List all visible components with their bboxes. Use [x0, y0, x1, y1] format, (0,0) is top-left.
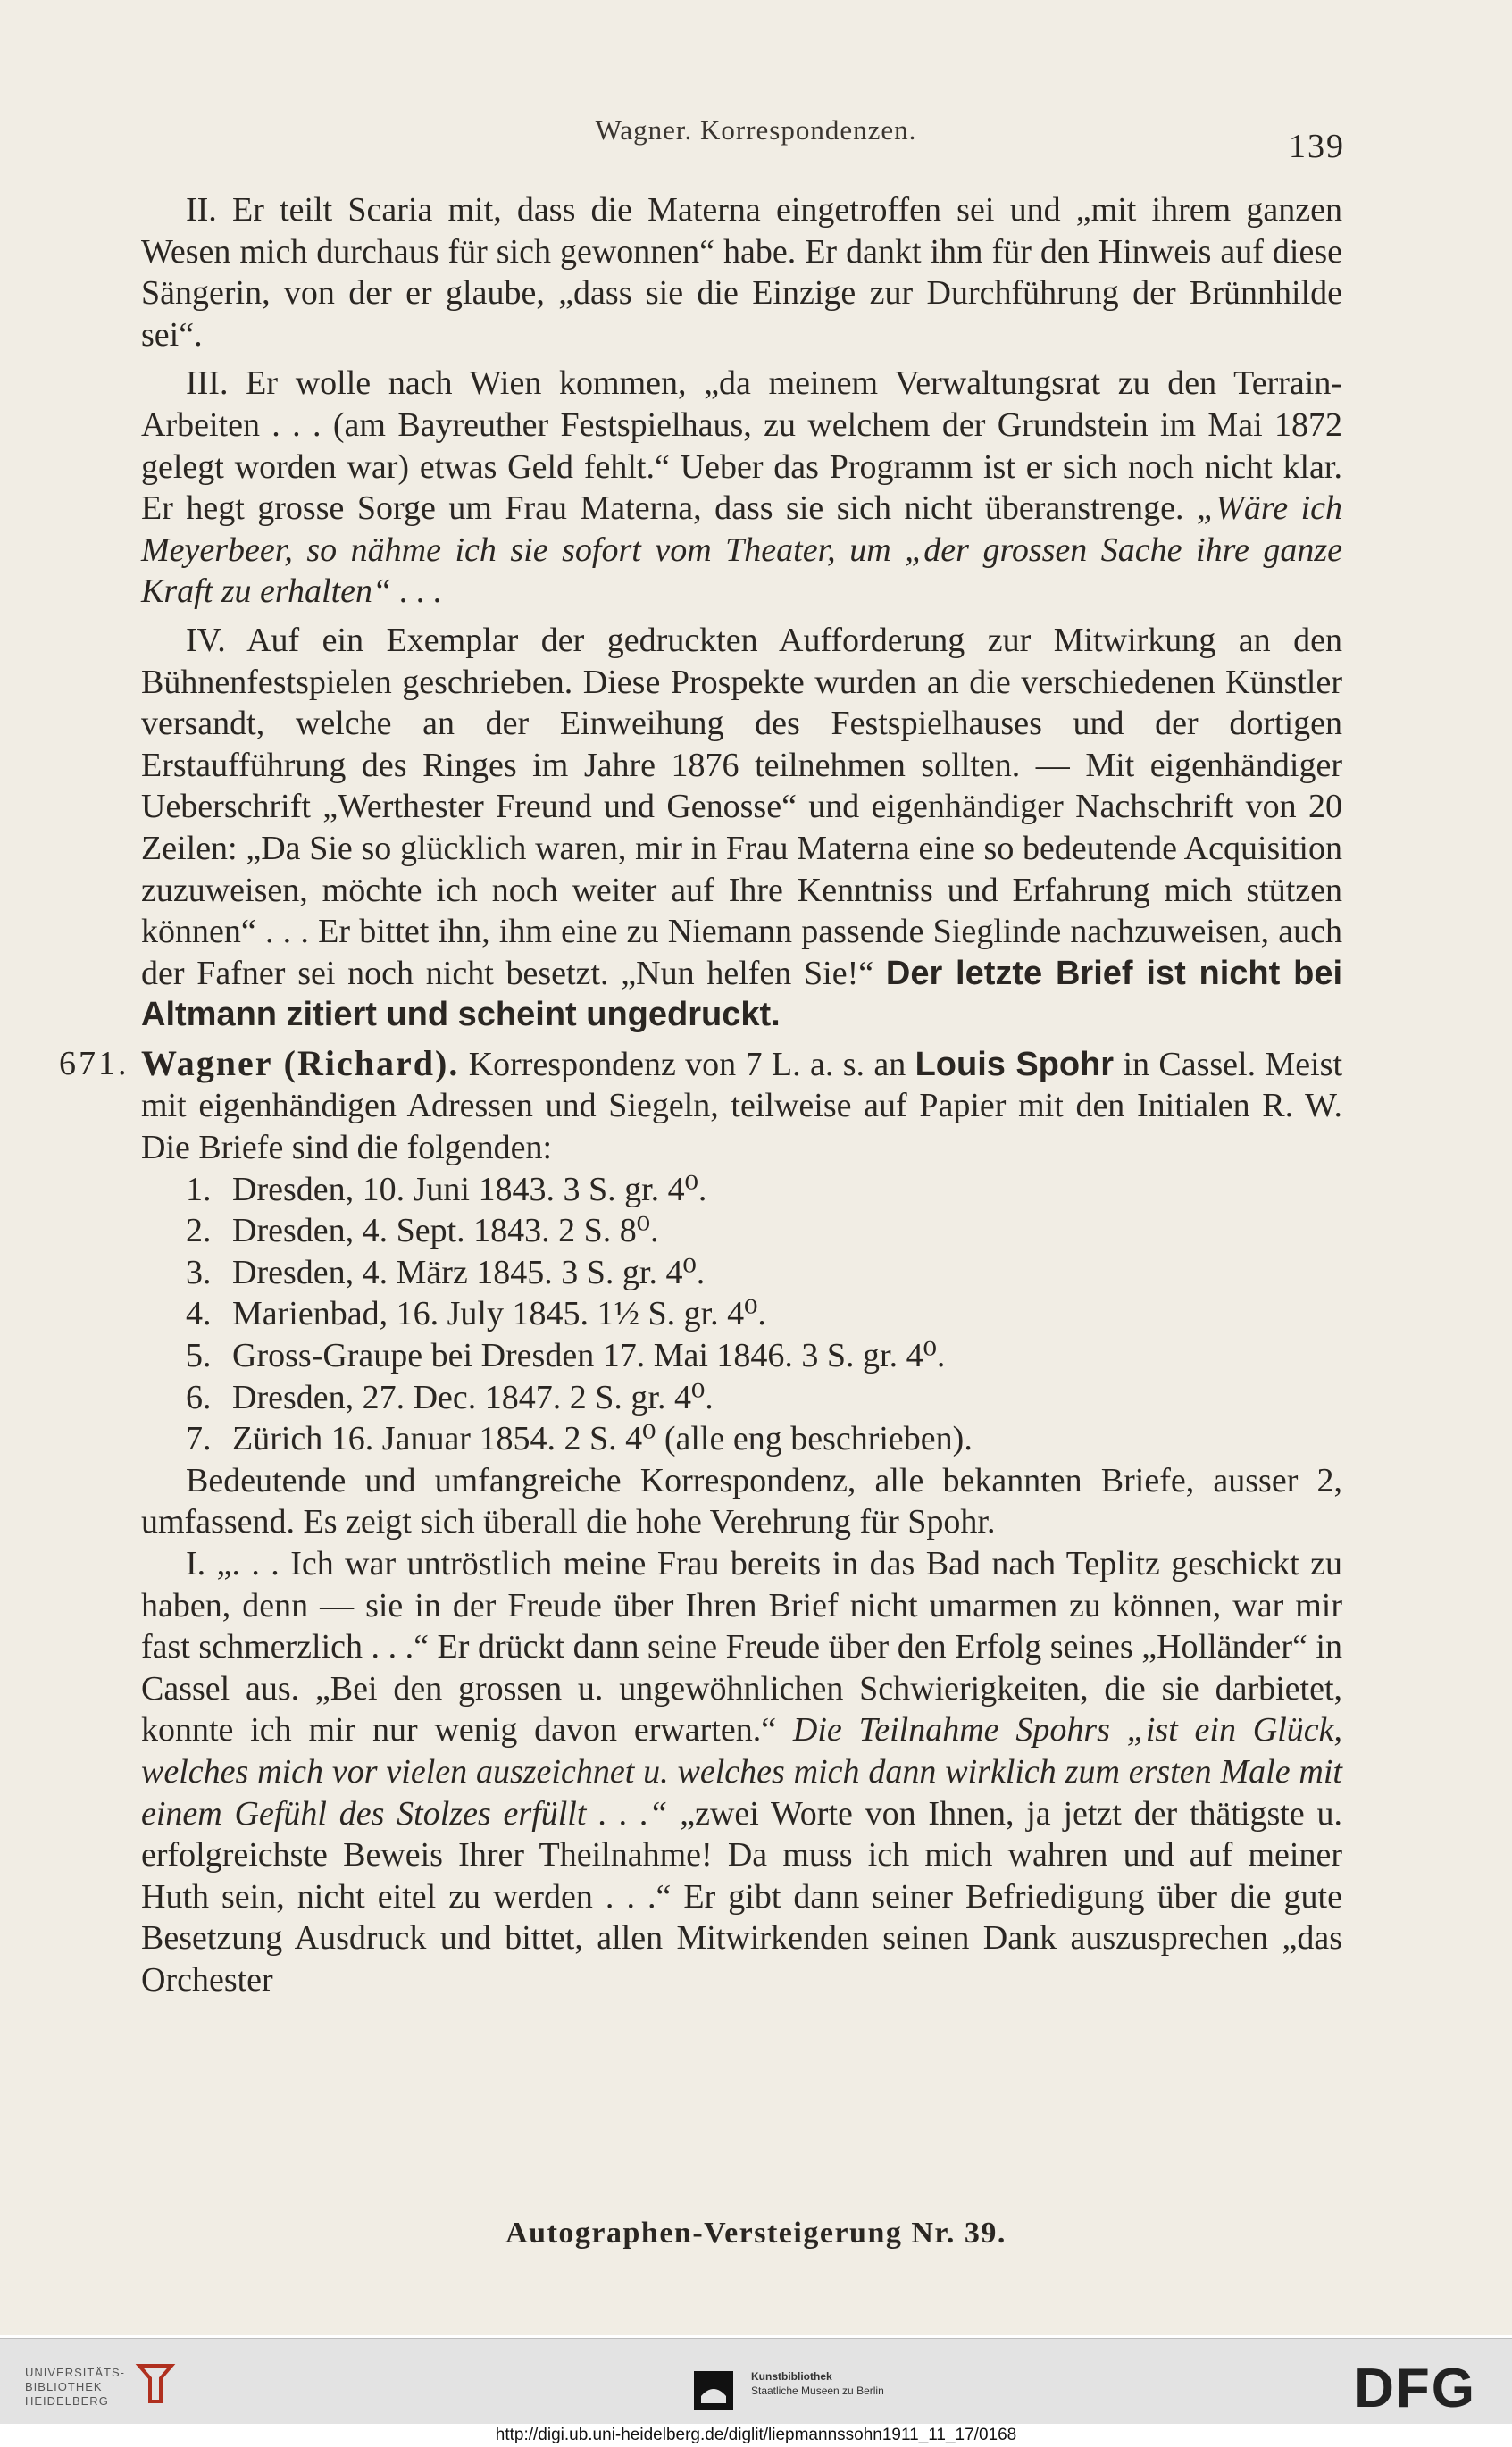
- section-ii: II. Er teilt Scaria mit, dass die Materna eingetroffen sei und „mit ihrem ganzen Wesen mich durchaus für sich gewonnen“ habe. Er dankt ihm für den Hinweis auf diese Sängerin, von der er glaube, „dass sie die Einzige zur Durchführung der Brünnhilde sei“.: [141, 191, 1342, 354]
- lot-671-header: [59, 1042, 1342, 1169]
- letter-i-text-a: I. „. . . Ich war untröstlich meine Frau bereits in das Bad nach Teplitz geschickt zu haben, denn — sie in der Freude über Ihren Brief nicht umarmen zu können, war mir fast schmerzlich . . .“ Er drückt dann seine Freude über den Erfolg seines „Holländer“ in Cassel aus. „Bei den grossen u. ungewöhnlichen Schwierigkeiten, die sie darbietet, konnte ich mir nur wenig davon erwarten.“: [141, 1545, 1342, 1750]
- section-iv-note: Der letzte Brief ist nicht bei Altmann zitiert und scheint ungedruckt.: [141, 954, 1343, 1034]
- running-head: Wagner. Korrespondenzen.: [595, 114, 917, 146]
- source-url[interactable]: http://digi.ub.uni-heidelberg.de/diglit/liepmannssohn1911_11_17/0168: [0, 2424, 1512, 2447]
- list-item: 4. Marienbad, 16. July 1845. 1½ S. gr. 4⁰.: [186, 1295, 766, 1333]
- body-text: [59, 189, 1343, 2001]
- lot-description-a: Korrespondenz von 7 L. a. s. an: [468, 1045, 906, 1083]
- page-header: [0, 114, 1512, 165]
- list-item: 6. Dresden, 27. Dec. 1847. 2 S. gr. 4⁰.: [186, 1378, 714, 1416]
- lot-summary: Bedeutende und umfangreiche Korrespondenz, alle bekannten Briefe, ausser 2, umfassend. Es zeigt sich überall die hohe Verehrung für Spohr.: [141, 1461, 1342, 1541]
- lot-title: Wagner (Richard).: [141, 1042, 460, 1083]
- list-item: 3. Dresden, 4. März 1845. 3 S. gr. 4⁰.: [186, 1253, 706, 1291]
- university-library-logo[interactable]: UNIVERSITÄTS- BIBLIOTHEK HEIDELBERG: [25, 2366, 125, 2408]
- catalog-footer: Autographen-Versteigerung Nr. 39.: [505, 2217, 1007, 2250]
- letter-i: [141, 1543, 1342, 2001]
- lot-number: 671.: [59, 1044, 129, 1082]
- letter-i-text-b: „zwei Worte von Ihnen, ja jetzt der thätigste u. erfolgreichste Beweis Ihrer Theilnahme! Da muss ich mich wahren und auf meiner Huth sein, nicht eitel zu werden . . .“ Er gibt dann seiner Befriedigung über die gute Besetzung Ausdruck und bittet, allen Mitwirkenden seinen Dank auszusprechen „das Orchester: [141, 1794, 1343, 1999]
- page-number: 139: [1289, 128, 1345, 165]
- credit-bar: [0, 2338, 1512, 2425]
- dfg-logo[interactable]: DFG: [1354, 2358, 1476, 2419]
- list-item: 7. Zürich 16. Januar 1854. 2 S. 4⁰ (alle eng beschrieben).: [186, 1420, 973, 1458]
- section-iii-quote: „Wäre ich Meyerbeer, so nähme ich sie sofort vom Theater, um „der grossen Sache ihre ganze Kraft zu erhalten“ . . .: [141, 489, 1342, 611]
- section-iv: [141, 620, 1342, 1036]
- section-iv-text: IV. Auf ein Exemplar der gedruckten Aufforderung zur Mitwirkung an den Bühnenfestspielen geschrieben. Diese Prospekte wurden an die verschiedenen Künstler versandt, welche an der Einweihung des Festspielhauses und der dortigen Erstaufführung des Ringes im Jahre 1876 teilnehmen sollten. — Mit eigenhändiger Ueberschrift „Werthester Freund und Genosse“ und eigenhändiger Nachschrift von 20 Zeilen: „Da Sie so glücklich waren, mir in Frau Materna eine so bedeutende Acquisition zuzuweisen, möchte ich noch weiter auf Ihre Kenntniss und Erfahrung mich stützen können“ . . . Er bittet ihn, ihm eine zu Niemann passende Sieglinde nachzuweisen, auch der Fafner sei noch nicht besetzt. „Nun helfen Sie!“: [141, 621, 1342, 992]
- list-item: 2. Dresden, 4. Sept. 1843. 2 S. 8⁰.: [186, 1212, 659, 1250]
- letter-i-quote: Die Teilnahme Spohrs „ist ein Glück, welches mich vor vielen auszeichnet u. welches mich dann wirklich zum ersten Male mit einem Gefühl des Stolzes erfüllt . . .“: [141, 1711, 1343, 1833]
- museum-name: Kunstbibliothek: [751, 2370, 832, 2383]
- letter-list: [141, 1169, 1342, 1460]
- section-iii-text: III. Er wolle nach Wien kommen, „da meinem Verwaltungsrat zu den Terrain-Arbeiten . . . (am Bayreuther Festspielhaus, zu welchem der Grundstein im Mai 1872 gelegt worden war) etwas Geld fehlt.“ Ueber das Programm ist er sich noch nicht klar. Er hegt grosse Sorge um Frau Materna, dass sie sich nicht überanstrenge.: [141, 364, 1342, 528]
- kunstbibliothek-icon: [692, 2369, 735, 2412]
- museum-subtitle: Staatliche Museen zu Berlin: [751, 2384, 884, 2397]
- university-seal-icon: [134, 2360, 177, 2405]
- lot-description-b: in Cassel. Meist mit eigenhändigen Adressen und Siegeln, teilweise auf Papier mit den Initialen R. W. Die Briefe sind die folgenden:: [141, 1045, 1342, 1167]
- lot-recipient: Louis Spohr: [915, 1045, 1115, 1083]
- list-item: 1. Dresden, 10. Juni 1843. 3 S. gr. 4⁰.: [186, 1170, 707, 1208]
- section-iii: [141, 363, 1342, 613]
- list-item: 5. Gross-Graupe bei Dresden 17. Mai 1846. 3 S. gr. 4⁰.: [186, 1337, 946, 1375]
